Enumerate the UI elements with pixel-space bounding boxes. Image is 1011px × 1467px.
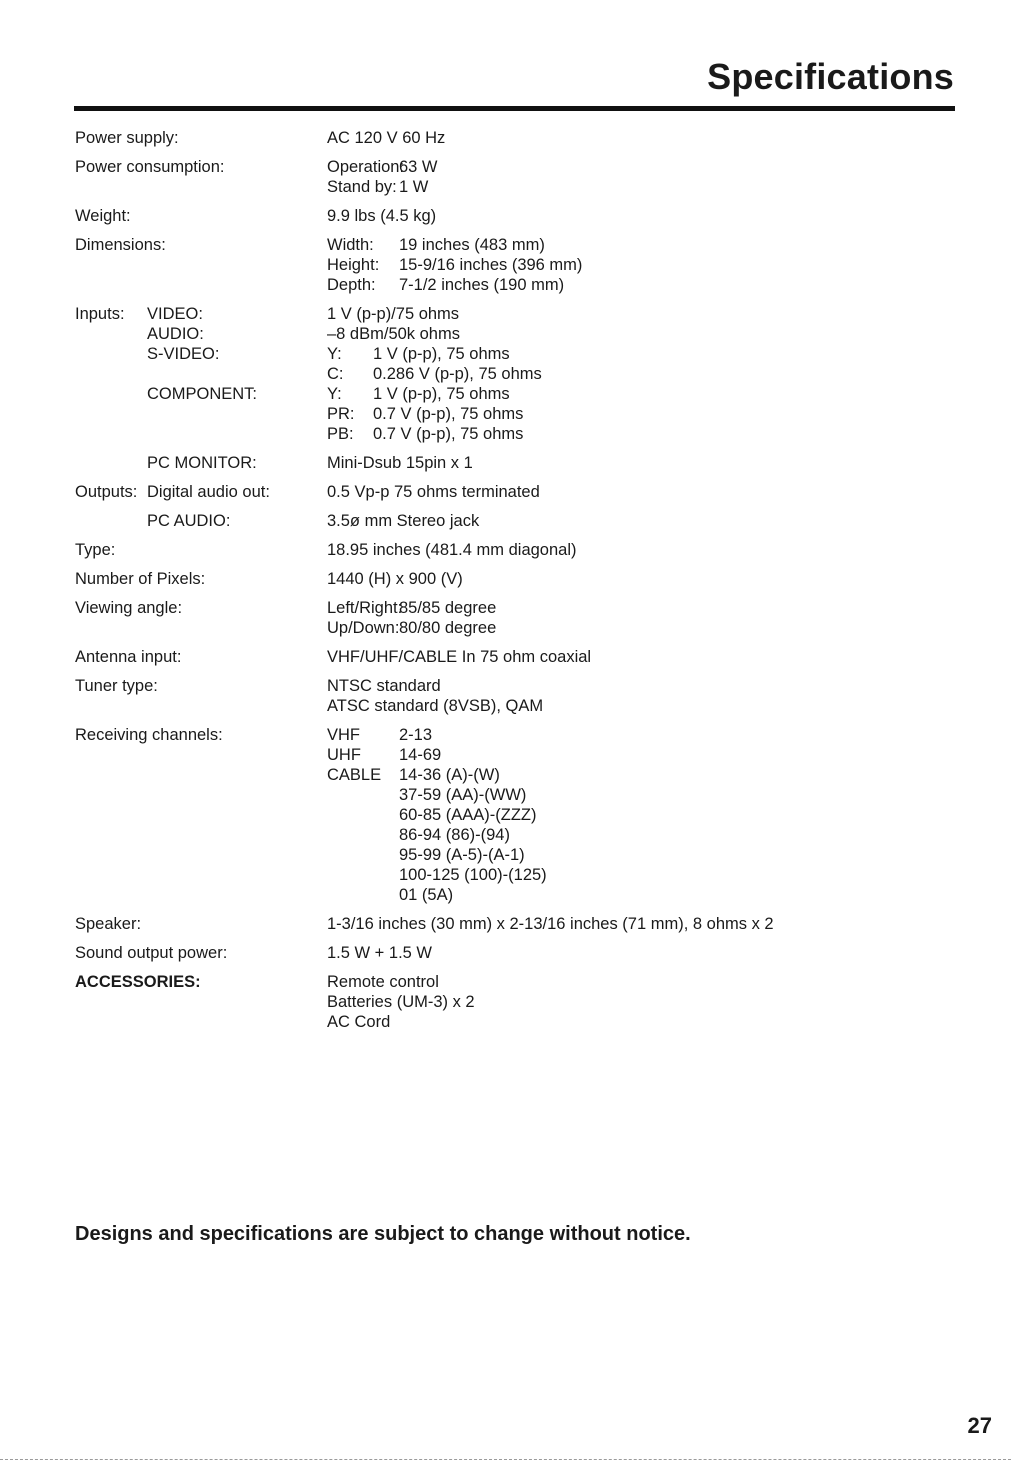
- spec-line: [327, 618, 955, 638]
- spec-value: AC 120 V 60 Hz: [327, 129, 446, 147]
- spec-line-key: Left/Right:: [327, 599, 403, 617]
- spec-channels: [75, 725, 955, 905]
- spec-value: Mini-Dsub 15pin x 1: [327, 454, 473, 472]
- spec-line: [327, 805, 955, 825]
- spec-inputs-svideo: [75, 344, 955, 384]
- spec-line-key: Y:: [327, 345, 342, 363]
- spec-label: Tuner type:: [75, 677, 158, 695]
- spec-line-value: 60-85 (AAA)-(ZZZ): [399, 806, 537, 824]
- spec-line-key: Operation:: [327, 158, 405, 176]
- spec-line: [327, 384, 955, 404]
- spec-value: [327, 676, 955, 716]
- spec-line-value: 63 W: [399, 158, 438, 176]
- spec-line-value: 19 inches (483 mm): [399, 236, 545, 254]
- spec-line-key: Y:: [327, 385, 342, 403]
- spec-line-value: 2-13: [399, 726, 433, 744]
- spec-label: Power consumption:: [75, 158, 225, 176]
- spec-inputs-audio: [75, 324, 955, 344]
- spec-line-key: UHF: [327, 746, 361, 764]
- spec-line-value: 85/85 degree: [399, 599, 497, 617]
- spec-line: [327, 785, 955, 805]
- spec-value: [327, 235, 955, 295]
- spec-line: AC Cord: [327, 1013, 391, 1031]
- spec-line-key: PB:: [327, 425, 354, 443]
- spec-line: [327, 275, 955, 295]
- spec-line: [327, 255, 955, 275]
- spec-sub-label: PC MONITOR:: [147, 454, 257, 472]
- spec-line-value: 95-99 (A-5)-(A-1): [399, 846, 525, 864]
- spec-line-key: CABLE: [327, 766, 382, 784]
- spec-inputs-pc-monitor: [75, 453, 955, 473]
- spec-line-value: 80/80 degree: [399, 619, 497, 637]
- spec-line-key: C:: [327, 365, 344, 383]
- spec-value: 1440 (H) x 900 (V): [327, 570, 463, 588]
- spec-line-key: PR:: [327, 405, 355, 423]
- spec-line: [327, 235, 955, 255]
- spec-power-supply: [75, 128, 955, 148]
- spec-label: Dimensions:: [75, 236, 166, 254]
- spec-value: 18.95 inches (481.4 mm diagonal): [327, 541, 577, 559]
- spec-line: Batteries (UM-3) x 2: [327, 993, 475, 1011]
- spec-label: Type:: [75, 541, 116, 559]
- spec-label: Number of Pixels:: [75, 570, 206, 588]
- spec-sub-label: Digital audio out:: [147, 483, 270, 501]
- spec-label: Sound output power:: [75, 944, 228, 962]
- spec-line-key: Up/Down:: [327, 619, 400, 637]
- spec-outputs-pc-audio: [75, 511, 955, 531]
- spec-value: [327, 598, 955, 638]
- spec-line-value: 0.286 V (p-p), 75 ohms: [373, 365, 542, 383]
- spec-value: 1.5 W + 1.5 W: [327, 944, 432, 962]
- spec-value: [327, 157, 955, 197]
- spec-dimensions: [75, 235, 955, 295]
- spec-label: Weight:: [75, 207, 131, 225]
- spec-line: [327, 404, 955, 424]
- page-number: 27: [967, 1413, 992, 1438]
- spec-line-key: Depth:: [327, 276, 376, 294]
- spec-label: [75, 453, 327, 473]
- spec-line-value: 1 V (p-p), 75 ohms: [373, 345, 510, 363]
- spec-tuner: [75, 676, 955, 716]
- spec-sub-label: AUDIO:: [147, 325, 204, 343]
- spec-label: [75, 511, 327, 531]
- spec-power-consumption: [75, 157, 955, 197]
- spec-value: 9.9 lbs (4.5 kg): [327, 207, 437, 225]
- spec-label: [75, 482, 327, 502]
- spec-label: [75, 304, 327, 324]
- spec-line-value: 0.7 V (p-p), 75 ohms: [373, 405, 524, 423]
- spec-value: [327, 344, 955, 384]
- spec-label: Antenna input:: [75, 648, 182, 666]
- title-rule: [74, 106, 955, 111]
- spec-line: [327, 344, 955, 364]
- spec-line-value: 100-125 (100)-(125): [399, 866, 547, 884]
- spec-line-value: 14-69: [399, 746, 442, 764]
- spec-label: ACCESSORIES:: [75, 973, 201, 991]
- spec-value: [327, 725, 955, 905]
- spec-sound-output: [75, 943, 955, 963]
- spec-value: 1-3/16 inches (30 mm) x 2-13/16 inches (71 mm), 8 ohms x 2: [327, 915, 774, 933]
- spec-line-value: 15-9/16 inches (396 mm): [399, 256, 583, 274]
- spec-inputs-video: [75, 304, 955, 324]
- spec-value: [327, 384, 955, 444]
- spec-line: [327, 364, 955, 384]
- spec-line-value: 01 (5A): [399, 886, 454, 904]
- spec-value: 1 V (p-p)/75 ohms: [327, 305, 460, 323]
- spec-line-value: 37-59 (AA)-(WW): [399, 786, 527, 804]
- spec-label: Power supply:: [75, 129, 179, 147]
- spec-line: [327, 865, 955, 885]
- spec-label: [75, 384, 327, 444]
- spec-line: [327, 765, 955, 785]
- spec-group-label: Outputs:: [75, 483, 138, 501]
- spec-line: [327, 424, 955, 444]
- spec-line: [327, 177, 955, 197]
- spec-label: Speaker:: [75, 915, 142, 933]
- spec-sub-label: S-VIDEO:: [147, 345, 220, 363]
- spec-line-value: 14-36 (A)-(W): [399, 766, 500, 784]
- spec-line: [327, 725, 955, 745]
- spec-line: [327, 157, 955, 177]
- spec-inputs-component: [75, 384, 955, 444]
- spec-viewing-angle: [75, 598, 955, 638]
- spec-value: –8 dBm/50k ohms: [327, 325, 460, 343]
- spec-label: Viewing angle:: [75, 599, 183, 617]
- spec-line-value: 0.7 V (p-p), 75 ohms: [373, 425, 524, 443]
- change-notice: Designs and specifications are subject to change without notice.: [75, 1223, 691, 1245]
- spec-line: [327, 598, 955, 618]
- spec-line-key: Width:: [327, 236, 374, 254]
- bottom-rule: [0, 1459, 1011, 1460]
- specifications-list: [75, 128, 955, 1041]
- spec-line: Remote control: [327, 973, 439, 991]
- page-title: Specifications: [707, 56, 954, 97]
- spec-outputs-digital-audio: [75, 482, 955, 502]
- spec-line-value: 1 W: [399, 178, 429, 196]
- spec-type: [75, 540, 955, 560]
- spec-label: Receiving channels:: [75, 726, 223, 744]
- spec-value: [327, 972, 955, 1032]
- spec-pixels: [75, 569, 955, 589]
- spec-line: ATSC standard (8VSB), QAM: [327, 697, 544, 715]
- spec-line-key: Height:: [327, 256, 380, 274]
- spec-sub-label: COMPONENT:: [147, 385, 258, 403]
- spec-line: [327, 825, 955, 845]
- spec-group-label: Inputs:: [75, 305, 125, 323]
- spec-antenna: [75, 647, 955, 667]
- spec-value: 0.5 Vp-p 75 ohms terminated: [327, 483, 540, 501]
- spec-value: 3.5ø mm Stereo jack: [327, 512, 480, 530]
- spec-label: [75, 324, 327, 344]
- spec-line-key: Stand by:: [327, 178, 397, 196]
- spec-line-value: 86-94 (86)-(94): [399, 826, 510, 844]
- spec-speaker: [75, 914, 955, 934]
- spec-accessories: [75, 972, 955, 1032]
- spec-weight: [75, 206, 955, 226]
- spec-line-value: 7-1/2 inches (190 mm): [399, 276, 565, 294]
- spec-line: [327, 745, 955, 765]
- spec-line-key: VHF: [327, 726, 360, 744]
- spec-sub-label: PC AUDIO:: [147, 512, 231, 530]
- spec-line-value: 1 V (p-p), 75 ohms: [373, 385, 510, 403]
- spec-sub-label: VIDEO:: [147, 305, 203, 323]
- spec-value: VHF/UHF/CABLE In 75 ohm coaxial: [327, 648, 592, 666]
- spec-line: [327, 885, 955, 905]
- spec-line: [327, 845, 955, 865]
- spec-line: NTSC standard: [327, 677, 441, 695]
- spec-label: [75, 344, 327, 384]
